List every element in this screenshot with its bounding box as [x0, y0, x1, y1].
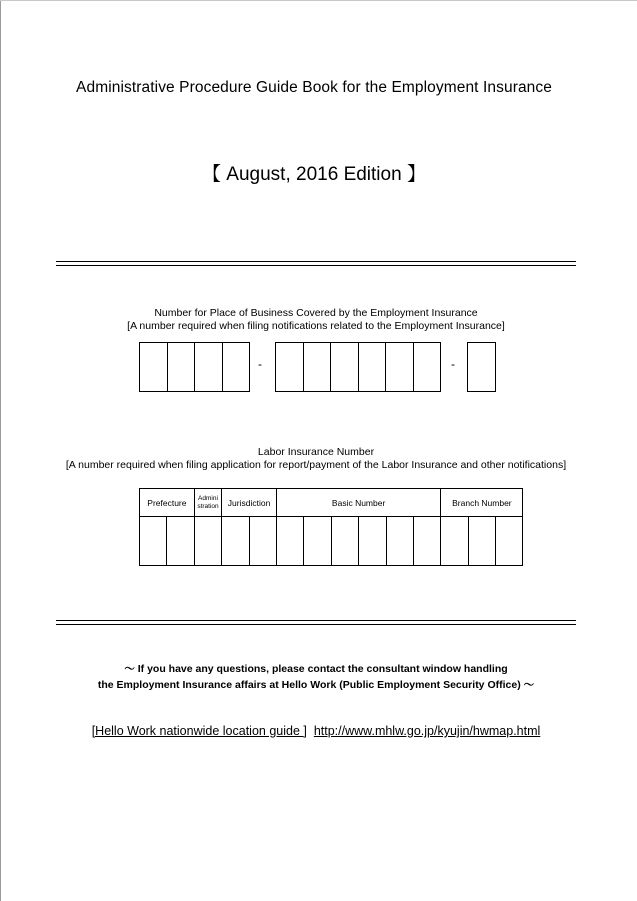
- labor-number-digit-row: [140, 517, 523, 566]
- digit-cell[interactable]: [249, 517, 276, 566]
- location-guide: [0, 724, 632, 738]
- digit-cell[interactable]: [304, 517, 331, 566]
- digit-cell[interactable]: [167, 517, 194, 566]
- digit-box[interactable]: [168, 343, 196, 391]
- digit-cell[interactable]: [468, 517, 495, 566]
- administration-header: Admini stration: [194, 489, 221, 517]
- labor-number-caption-line1: Labor Insurance Number: [257, 446, 375, 458]
- digit-cell[interactable]: [276, 517, 303, 566]
- business-number-caption-line1: Number for Place of Business Covered by the Employment Insurance: [154, 307, 478, 319]
- divider-bottom: [56, 620, 576, 625]
- edition-label: 【 August, 2016 Edition 】: [202, 164, 426, 185]
- digit-box[interactable]: [195, 343, 223, 391]
- location-guide-link[interactable]: http://www.mhlw.go.jp/kyujin/hwmap.html: [313, 724, 541, 738]
- prefecture-header: Prefecture: [140, 489, 195, 517]
- digit-box[interactable]: [276, 343, 304, 391]
- digit-cell[interactable]: [359, 517, 386, 566]
- digit-cell[interactable]: [441, 517, 468, 566]
- digit-cell[interactable]: [386, 517, 413, 566]
- digit-cell[interactable]: [140, 517, 167, 566]
- business-number-caption-line2: [A number required when filing notifications related to the Employment Insurance]: [127, 320, 505, 332]
- jurisdiction-header: Jurisdiction: [222, 489, 277, 517]
- digit-box[interactable]: [386, 343, 414, 391]
- business-number-group-3: [467, 342, 496, 392]
- labor-number-caption: [0, 446, 632, 472]
- digit-cell[interactable]: [331, 517, 358, 566]
- digit-cell[interactable]: [194, 517, 221, 566]
- business-number-group-2: [275, 342, 441, 392]
- digit-box[interactable]: [414, 343, 442, 391]
- location-guide-label: [Hello Work nationwide location guide ]: [91, 724, 307, 738]
- basic-number-header: Basic Number: [276, 489, 440, 517]
- labor-number-table: [139, 488, 523, 566]
- digit-cell[interactable]: [496, 517, 523, 566]
- branch-number-header: Branch Number: [441, 489, 523, 517]
- digit-box[interactable]: [223, 343, 251, 391]
- labor-number-caption-line2: [A number required when filing application for report/payment of the Labor Insurance and other notifications]: [65, 459, 567, 471]
- business-number-group-1: [139, 342, 250, 392]
- digit-cell[interactable]: [413, 517, 440, 566]
- business-number-caption: [0, 307, 632, 333]
- digit-box[interactable]: [331, 343, 359, 391]
- document-title: Administrative Procedure Guide Book for the Employment Insurance: [76, 79, 552, 96]
- labor-number-header-row: [140, 489, 523, 517]
- digit-box[interactable]: [468, 343, 496, 391]
- contact-note-line1: ～ If you have any questions, please contact the consultant window handling: [124, 663, 508, 675]
- separator-dash: -: [258, 357, 262, 371]
- digit-box[interactable]: [140, 343, 168, 391]
- digit-box[interactable]: [359, 343, 387, 391]
- digit-box[interactable]: [304, 343, 332, 391]
- digit-cell[interactable]: [222, 517, 249, 566]
- divider-top: [56, 261, 576, 266]
- page-edge-top: [0, 0, 637, 1]
- contact-note-line2: the Employment Insurance affairs at Hello Work (Public Employment Security Office) ～: [97, 679, 535, 691]
- separator-dash: -: [451, 357, 455, 371]
